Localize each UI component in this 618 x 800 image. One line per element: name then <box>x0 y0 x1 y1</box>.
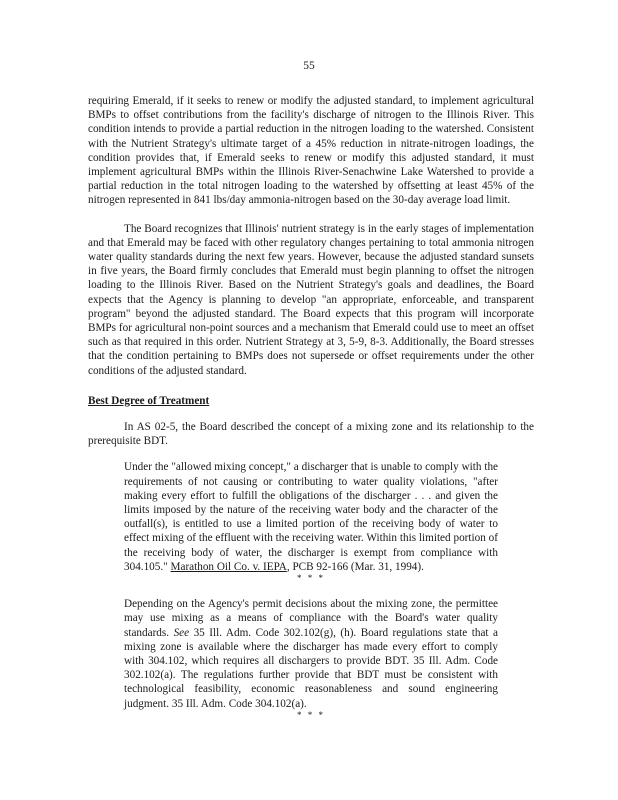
paragraph-mixing-zone-intro: In AS 02-5, the Board described the concept of a mixing zone and its relationship to the prerequisite BDT. <box>88 421 534 448</box>
page-number: 55 <box>303 60 315 72</box>
quote2-text-rest: 35 Ill. Adm. Code 302.102(g), (h). Board regulations state that a mixing zone is available where the discharger has made every effort to comply with 304.102, which requires all dischargers to provide BDT. 35 Ill. Adm. Code 302.102(a). The regulations further provide that BDT must be consistent with technological feasibility, economic reasonableness and sound engineering judgment. 35 Ill. Adm. Code 304.102(a). <box>124 626 498 710</box>
section-heading-bdt: Best Degree of Treatment <box>88 394 210 407</box>
ellipsis-asterisks-1: * * * <box>297 573 325 584</box>
quote2-text-start: Depending on the Agency's permit decisions about the mixing zone, the permittee may use mixing as a means of compliance with the Board's water quality standards. <box>124 598 498 639</box>
paragraph-bmp-condition: requiring Emerald, if it seeks to renew or modify the adjusted standard, to implement agricultural BMPs to offset contributions from the facility's discharge of nitrogen to the Illinois River. This condition intends to provide a partial reduction in the nitrogen loading to the watershed. Consistent with the Nutrient Strategy's ultimate target of a 45% reduction in nitrate-nitrogen loadings, the condition provides that, if Emerald seeks to renew or modify this adjusted standard, it must implement agricultural BMPs within the Illinois River-Senachwine Lake Watershed to provide a partial reduction in the total nitrogen loading to the watershed by offsetting at least 45% of the nitrogen represented in 841 lbs/day ammonia-nitrogen based on the 30-day average load limit. <box>88 95 534 207</box>
paragraph-nutrient-strategy: The Board recognizes that Illinois' nutrient strategy is in the early stages of implementation and that Emerald may be faced with other regulatory changes pertaining to total ammonia nitrogen water quality standards during the next few years. However, because the adjusted standard sunsets in five years, the Board firmly concludes that Emerald must begin planning to offset the nitrogen loading to the Illinois River. Based on the Nutrient Strategy's goals and deadlines, the Board expects that the Agency is planning to develop "an appropriate, enforceable, and transparent program" beyond the adjusted standard. The Board expects that this program will incorporate BMPs for agricultural non-point sources and a mechanism that Emerald could use to meet an offset such as that required in this order. Nutrient Strategy at 3, 5-9, 8-3. Additionally, the Board stresses that the condition pertaining to BMPs does not supersede or offset requirements under the other conditions of the adjusted standard. <box>88 222 534 377</box>
page-content <box>88 94 534 720</box>
block-quote <box>88 460 498 719</box>
quote1-text: Under the "allowed mixing concept," a discharger that is unable to comply with the requirements of not causing or contributing to water quality violations, "after making every effort to fulfill the obligations of the discharger . . . and given the limits imposed by the nature of the receiving water body and the character of the outfall(s), is entitled to use a limited portion of the receiving body of water to effect mixing of the effluent with the receiving water. Within this limited portion of the receiving body of water, the discharger is exempt from compliance with 304.105." <box>124 461 498 573</box>
quote-allowed-mixing <box>124 460 498 574</box>
case-citation: Marathon Oil Co. v. IEPA <box>170 560 287 573</box>
quote-permit-mixing <box>124 597 498 711</box>
see-signal: See <box>173 626 190 639</box>
quote1-citation-tail: , PCB 92-166 (Mar. 31, 1994). <box>286 560 424 573</box>
ellipsis-asterisks-2: * * * <box>297 709 325 720</box>
